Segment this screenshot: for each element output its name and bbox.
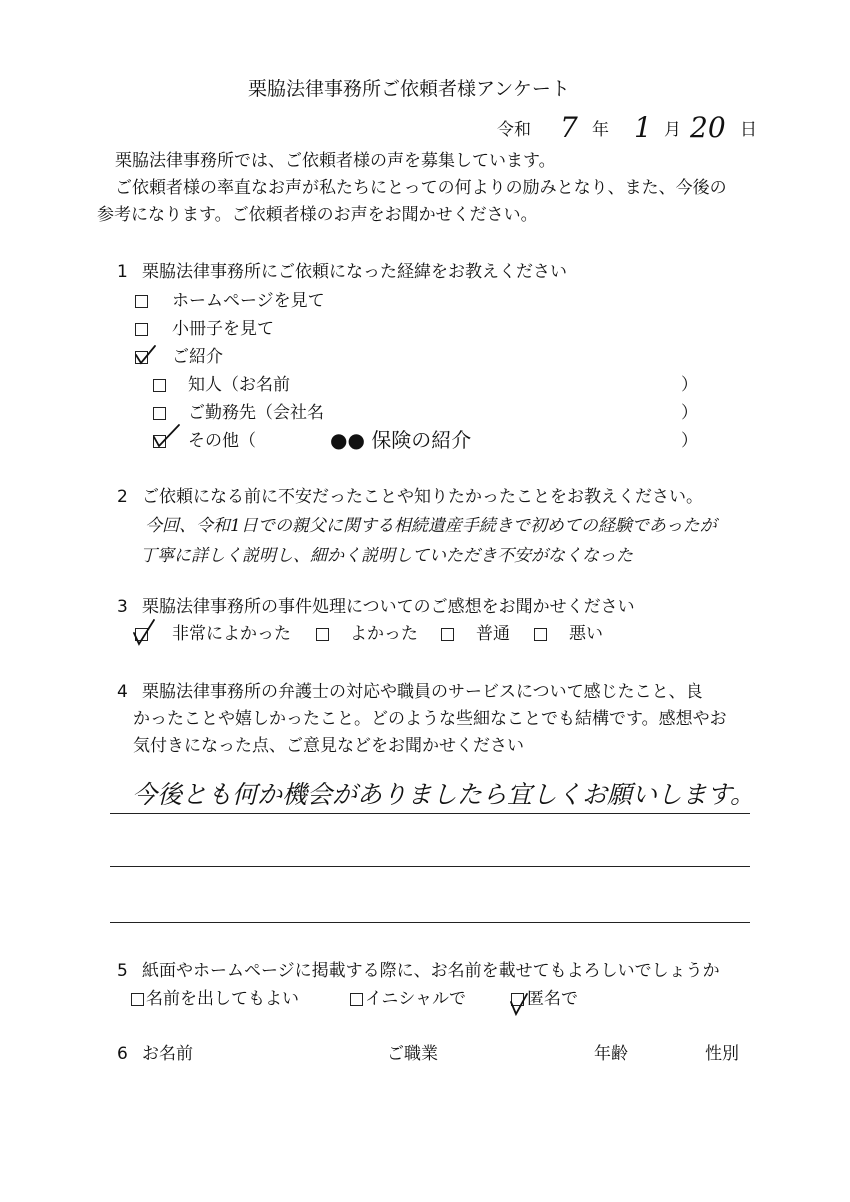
intro-line-3: 参考になります。ご依頼者様のお声をお聞かせください。: [97, 205, 538, 225]
q6-gender-label: 性別: [705, 1044, 739, 1064]
date-year-value: 7: [560, 111, 578, 144]
q3-option-good-label: よかった: [350, 624, 418, 644]
q2-answer-line-2: 丁寧に詳しく説明し、細かく説明していただき不安がなくなった: [140, 546, 633, 566]
check-mark-icon: [131, 617, 157, 647]
q3-question: 栗脇法律事務所の事件処理についてのご感想をお聞かせください: [142, 597, 635, 617]
q4-question-line-2: かったことや嬉しかったこと。どのような些細なことでも結構です。感想やお: [133, 709, 727, 729]
q3-option-average-checkbox[interactable]: [441, 628, 454, 641]
q1-sub-workplace-label: ご勤務先（会社名: [188, 403, 324, 423]
q1-sub-acquaintance-checkbox[interactable]: [153, 379, 166, 392]
q4-question-line-3: 気付きになった点、ご意見などをお聞かせください: [133, 736, 524, 756]
q6-job-label: ご職業: [387, 1044, 438, 1064]
q1-sub-acquaintance-close: ）: [681, 375, 698, 395]
q2-question: ご依頼になる前に不安だったことや知りたかったことをお教えください。: [142, 487, 703, 507]
q5-number: 5: [117, 961, 128, 981]
date-day-value: 20: [690, 111, 726, 144]
q1-option-booklet-label: 小冊子を見て: [172, 319, 274, 339]
q1-sub-workplace-checkbox[interactable]: [153, 407, 166, 420]
q2-number: 2: [117, 487, 128, 507]
q4-answer-line-3: [110, 922, 750, 923]
q1-sub-acquaintance-label: 知人（お名前: [188, 375, 290, 395]
q1-sub-workplace-close: ）: [681, 403, 698, 423]
q6-name-label: お名前: [142, 1044, 193, 1064]
date-month-value: 1: [634, 111, 652, 144]
q1-option-booklet-checkbox[interactable]: [135, 323, 148, 336]
q5-option-initials-checkbox[interactable]: [350, 993, 363, 1006]
q1-sub-other-label: その他（: [188, 431, 256, 451]
q5-option-real-name-label: 名前を出してもよい: [146, 989, 299, 1009]
q1-number: 1: [117, 262, 128, 282]
intro-line-2: ご依頼者様の率直なお声が私たちにとっての何よりの励みとなり、また、今後の: [115, 178, 727, 198]
q5-option-initials-label: イニシャルで: [365, 989, 466, 1009]
check-mark-icon: [133, 343, 159, 367]
q3-option-bad-label: 悪い: [569, 624, 603, 644]
date-day-label: 日: [740, 120, 757, 140]
q6-age-label: 年齢: [594, 1044, 628, 1064]
q1-sub-other-answer: ●● 保険の紹介: [330, 428, 472, 452]
check-mark-icon: [150, 422, 182, 450]
q4-answer: 今後とも何か機会がありましたら宜しくお願いします。: [132, 780, 756, 809]
q4-question-line-1: 栗脇法律事務所の弁護士の対応や職員のサービスについて感じたこと、良: [142, 682, 703, 702]
date-era: 令和: [497, 120, 531, 140]
q2-answer-line-1: 今回、令和1日での親父に関する相続遺産手続きで初めての経験であったが: [145, 516, 717, 536]
q1-option-homepage-label: ホームページを見て: [172, 291, 325, 311]
q3-option-good-checkbox[interactable]: [316, 628, 329, 641]
q5-question: 紙面やホームページに掲載する際に、お名前を載せてもよろしいでしょうか: [142, 961, 720, 981]
q1-question: 栗脇法律事務所にご依頼になった経緯をお教えください: [142, 262, 567, 282]
survey-title: 栗脇法律事務所ご依頼者様アンケート: [248, 78, 570, 100]
q4-answer-line-2: [110, 866, 750, 867]
q1-sub-other-close: ）: [681, 431, 698, 451]
q4-answer-line-1: [110, 813, 750, 814]
date-month-label: 月: [664, 120, 681, 140]
q5-option-real-name-checkbox[interactable]: [131, 993, 144, 1006]
q3-option-average-label: 普通: [476, 624, 510, 644]
q4-number: 4: [117, 682, 128, 702]
intro-line-1: 栗脇法律事務所では、ご依頼者様の声を募集しています。: [115, 151, 556, 171]
q5-option-anonymous-label: 匿名で: [527, 989, 578, 1009]
q1-option-homepage-checkbox[interactable]: [135, 295, 148, 308]
q3-option-bad-checkbox[interactable]: [534, 628, 547, 641]
q1-option-referral-label: ご紹介: [172, 347, 223, 367]
q6-number: 6: [117, 1044, 128, 1064]
q3-option-very-good-label: 非常によかった: [172, 624, 291, 644]
q3-number: 3: [117, 597, 128, 617]
date-year-label: 年: [592, 120, 609, 140]
